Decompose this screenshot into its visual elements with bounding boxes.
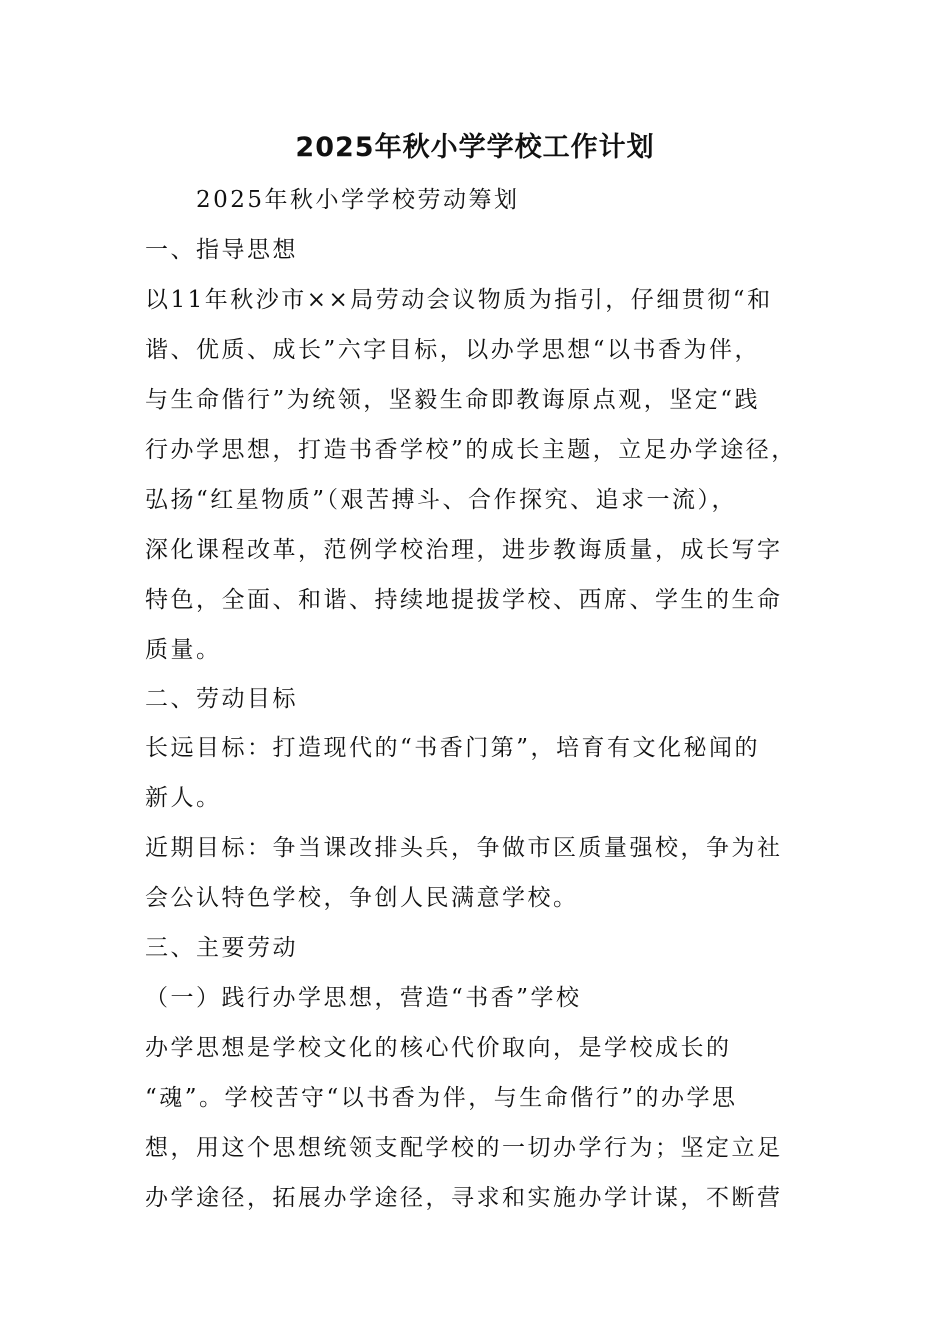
paragraph-line: 特色，全面、和谐、持续地提拔学校、西席、学生的生命 (145, 587, 783, 613)
paragraph-line: 会公认特色学校，争创人民满意学校。 (145, 885, 579, 911)
paragraph-line: 弘扬“红星物质”（艰苦搏斗、合作探究、追求一流）， (145, 487, 738, 513)
document-title: 2025年秋小学学校工作计划 (295, 132, 655, 163)
paragraph-line: 深化课程改革，范例学校治理，进步教诲质量，成长写字 (145, 537, 783, 563)
paragraph-line: 近期目标：争当课改排头兵，争做市区质量强校，争为社 (145, 835, 783, 861)
paragraph-line: 新人。 (145, 785, 222, 811)
document-subtitle: 2025年秋小学学校劳动筹划 (196, 187, 520, 213)
paragraph-line: 质量。 (145, 637, 222, 663)
paragraph-line: 以11年秋沙市××局劳动会议物质为指引，仔细贯彻“和 (145, 287, 773, 313)
paragraph-line: 行办学思想，打造书香学校”的成长主题，立足办学途径， (145, 437, 797, 463)
section-heading-main-work: 三、主要劳动 (145, 935, 298, 961)
paragraph-line: 谐、优质、成长”六字目标，以办学思想“以书香为伴， (145, 337, 761, 363)
subsection-heading: （一）践行办学思想，营造“书香”学校 (145, 985, 582, 1011)
paragraph-line: “魂”。学校苦守“以书香为伴，与生命偕行”的办学思 (145, 1085, 738, 1111)
section-heading-guiding-thought: 一、指导思想 (145, 237, 298, 263)
paragraph-line: 办学途径，拓展办学途径，寻求和实施办学计谋，不断营 (145, 1185, 783, 1211)
paragraph-line: 想，用这个思想统领支配学校的一切办学行为；坚定立足 (145, 1135, 783, 1161)
paragraph-line: 与生命偕行”为统领，坚毅生命即教诲原点观，坚定“践 (145, 387, 761, 413)
paragraph-line: 长远目标：打造现代的“书香门第”，培育有文化秘闻的 (145, 735, 761, 761)
section-heading-work-goals: 二、劳动目标 (145, 686, 298, 712)
paragraph-line: 办学思想是学校文化的核心代价取向，是学校成长的 (145, 1035, 732, 1061)
